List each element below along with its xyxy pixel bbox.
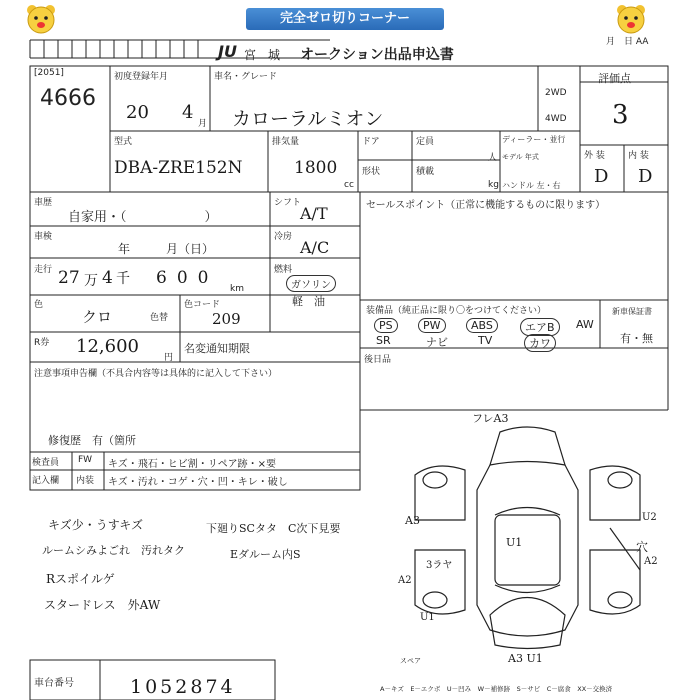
label-history: 車歴 [34,198,53,208]
label-mileage: 走行 [34,265,53,275]
warranty-value: 有・無 [620,332,653,345]
label-cc: cc [344,180,354,190]
remark-4: スタードレス 外AW [44,598,161,612]
label-fuel: 燃料 [274,265,293,275]
color-code-value: 209 [212,310,241,328]
mileage-a: 27 [58,268,80,288]
label-exterior: 外 装 [584,151,605,161]
label-recycle: R券 [34,338,50,348]
first-reg-year: 20 [126,102,149,123]
mileage-b: 4 [102,268,113,288]
label-4wd: 4WD [545,114,567,124]
color-value: クロ [82,308,113,326]
mark-mid-u1: U1 [506,536,523,549]
fuel-diesel: 軽 油 [292,295,325,308]
remark-5: 下廻りSCタタ C次下見要 [206,522,341,535]
label-handle: ハンドル 左・右 [502,181,561,190]
first-reg-month: 4 [182,102,194,123]
equip-aw: AW [576,318,594,331]
mark-left-u1: U1 [420,612,435,623]
logo-region: 宮 城 [244,48,281,62]
chassis-value: 1052874 [130,676,236,698]
mark-right-u2: U2 [642,512,657,523]
shift-value: A/T [300,204,328,223]
equip-abs: ABS [466,318,498,333]
car-name-value: カローラルミオン [232,108,384,130]
label-model-year: モデル 年式 [502,153,539,161]
label-equipment: 装備品（純正品に限り〇をつけてください） [366,306,547,316]
mark-spare: スペア [400,657,421,665]
label-model: 型式 [114,137,133,147]
label-chassis: 車台番号 [34,678,74,689]
mark-bottom: A3 U1 [508,652,543,665]
mark-right-text: 穴 [636,540,649,554]
lot-number: 4666 [40,86,96,111]
label-person: 人 [488,153,498,163]
label-displacement: 排気量 [272,137,300,147]
remark-2: ルームシみよごれ 汚れタク [42,544,185,557]
mileage-c: 600 [156,268,219,288]
label-rear-seat: 後日品 [364,355,392,365]
label-shift: シフト [274,198,302,208]
remark-3: Rスポイルゲ [46,572,115,586]
ac-value: A/C [300,238,330,257]
date-labels: 月 日 AA [606,37,649,47]
displacement-value: 1800 [294,158,338,178]
label-notes: 注意事項申告欄（不具合内容等は具体的に記入して下さい） [34,369,278,379]
ju-logo: JU [218,42,237,61]
label-color-code: 色コード [184,300,221,310]
fw-items: キズ・飛石・ヒビ割・リペア跡・×要 [108,459,276,470]
label-repair-history: 修復歴 有（箇所 [48,434,136,447]
remark-6: Eダルーム内S [230,548,301,561]
label-door: ドア [362,137,380,147]
label-ac: 冷房 [274,232,293,242]
label-dealer: ディーラー・並行 [502,135,566,144]
banner-title: 完全ゼロ切りコーナー [246,8,444,30]
label-km: km [230,284,244,294]
label-2wd: 2WD [545,88,567,98]
label-score: 評価点 [598,72,631,85]
interior-value: D [638,166,653,187]
remark-1: キズ少・うすキズ [48,518,144,532]
label-sales-point: セールスポイント（正常に機能するものに限ります） [366,200,606,211]
mark-left-a3: A3 [405,514,420,527]
label-inspection: 車検 [34,232,53,242]
equip-airbag: エアB [520,318,560,336]
mileage-unit-sen: 千 [116,271,130,287]
label-kg: kg [488,180,499,190]
label-load: 積載 [416,167,435,177]
mark-top: フレA3 [472,412,509,425]
label-interior: 内 装 [628,151,649,161]
damage-legend: A－キズ E－エクボ U－凹み W－補修跡 S－サビ C－腐食 XX－交換済 [380,685,613,693]
exterior-value: D [594,166,609,187]
equip-tv: TV [478,334,493,347]
mileage-unit-man: 万 [84,273,98,289]
form-title: オークション出品申込書 [300,47,454,63]
history-value: 自家用・（ ） [68,210,218,225]
label-color-change: 色替 [150,313,169,323]
equip-ps: PS [374,318,398,333]
equip-leather: カワ [524,334,556,352]
label-car-name: 車名・グレード [214,72,278,82]
score-value: 3 [612,100,629,130]
equip-navi: ナビ [426,336,448,349]
equip-pw: PW [418,318,446,333]
label-inner: 内装 [76,476,95,486]
label-yen: 円 [164,353,174,363]
equip-sr: SR [376,334,391,347]
label-warranty: 新車保証書 [612,307,652,316]
label-fw: FW [78,455,93,465]
label-entry: 記入欄 [32,476,60,486]
recycle-value: 12,600 [76,336,139,357]
label-first-reg: 初度登録年月 [114,72,169,82]
label-name-change: 名変通知期限 [184,342,250,355]
label-inspector: 検査員 [32,458,60,468]
lot-code: [2051] [34,68,64,78]
model-value: DBA-ZRE152N [114,158,243,178]
mark-right-a2: A2 [644,556,658,567]
label-shape: 形状 [362,167,381,177]
mark-left-a2: A2 [398,575,412,586]
mark-wheel: 3ラヤ [426,560,453,571]
fuel-gas: ガソリン [286,275,336,292]
inner-items: キズ・汚れ・コゲ・穴・凹・キレ・破し [108,477,288,488]
label-color: 色 [34,300,44,310]
label-capacity: 定員 [416,137,435,147]
inspection-value: 年 月（日） [118,242,215,256]
month-unit: 月 [198,119,208,129]
